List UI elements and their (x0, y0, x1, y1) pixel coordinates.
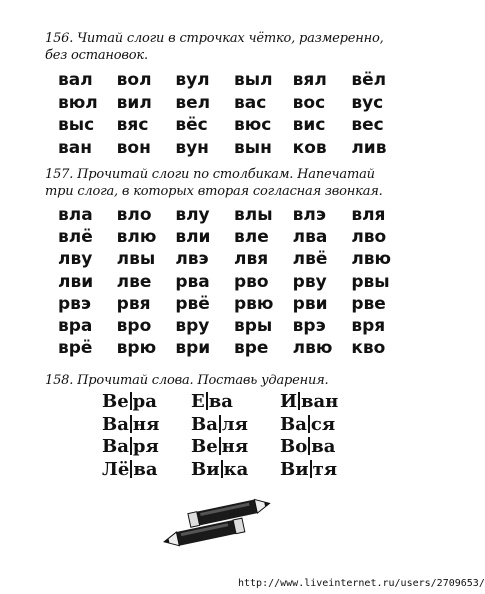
syllable: врэ (292, 315, 326, 336)
syllable: вын (234, 137, 272, 158)
syllable: вус (351, 92, 384, 113)
syllable-part: ня (221, 436, 249, 457)
syllable: лвю (292, 338, 333, 359)
syllable-part: Е (191, 391, 205, 412)
syllable: рва (175, 271, 210, 292)
syllable-part: И (280, 391, 298, 412)
syllable-divider (308, 437, 310, 455)
syllable: влю (116, 227, 157, 248)
divided-word (280, 414, 390, 437)
syllable-part: ва (208, 391, 233, 412)
syllable: вёс (175, 115, 208, 135)
syllable-part: ня (132, 413, 160, 435)
task-156-syllables (58, 69, 410, 159)
syllable: лвы (116, 249, 156, 270)
syllable: лвё (292, 249, 328, 270)
task-158-words (102, 391, 402, 481)
syllable: ван (58, 137, 92, 158)
syllable: ков (292, 137, 327, 158)
divided-word (102, 414, 191, 437)
task-157-syllables (58, 204, 410, 359)
syllable: рве (351, 293, 386, 314)
divided-word (191, 391, 280, 414)
syllable-divider (219, 415, 221, 433)
syllable: вун (175, 137, 209, 158)
syllable: врё (58, 338, 93, 359)
syllable-part: тя (312, 458, 338, 480)
divided-word (102, 459, 191, 482)
syllable: лвю (351, 249, 392, 270)
syllable-part: Ви (191, 458, 220, 480)
syllable: лва (292, 227, 328, 248)
syllable: влэ (292, 205, 326, 225)
syllable: вял (292, 70, 327, 90)
syllable-part: ся (310, 413, 336, 435)
divided-word (280, 436, 390, 459)
syllable-part: Ва (102, 436, 129, 457)
syllable: лву (58, 249, 93, 270)
syllable-divider (308, 415, 310, 433)
syllable: кво (351, 338, 386, 359)
syllable-divider (219, 437, 221, 455)
syllable: влы (234, 205, 273, 225)
syllable-divider (310, 460, 312, 478)
syllable: рвы (351, 271, 390, 292)
syllable: вас (234, 92, 267, 113)
pencils-illustration (155, 496, 275, 546)
divided-word (102, 391, 191, 414)
syllable: вос (292, 92, 326, 113)
syllable-part: ря (132, 436, 159, 457)
syllable-part: ва (311, 436, 336, 457)
syllable: лив (351, 137, 387, 158)
syllable: вле (234, 227, 269, 248)
source-url[interactable]: http://www.liveinternet.ru/users/2709653/ (238, 578, 485, 589)
syllable: рвя (116, 293, 151, 314)
syllable: рвё (175, 293, 210, 314)
syllable-part: Ве (191, 436, 218, 457)
syllable: вры (234, 315, 273, 336)
syllable-part: ра (132, 391, 157, 412)
syllable: лвя (234, 249, 269, 270)
syllable: вол (116, 70, 152, 90)
syllable: вёл (351, 70, 387, 90)
syllable: лве (116, 271, 152, 292)
syllable: вли (175, 227, 211, 248)
syllable: вра (58, 315, 93, 336)
syllable: вря (351, 315, 386, 336)
syllable: вон (116, 137, 151, 158)
divided-word (191, 459, 280, 482)
syllable-part: Ве (102, 391, 129, 412)
syllable: врю (116, 338, 157, 359)
syllable-part: Ви (280, 458, 309, 480)
syllable-part: Ва (191, 413, 218, 435)
syllable: вил (116, 92, 152, 113)
divided-word (102, 436, 191, 459)
syllable-part: ля (221, 413, 248, 435)
syllable-divider (221, 460, 223, 478)
syllable: вля (351, 205, 386, 225)
task-158-title: 158. Прочитай слова. Поставь ударения. (45, 373, 329, 388)
syllable: влё (58, 227, 93, 248)
syllable: рву (292, 271, 327, 292)
syllable: вал (58, 70, 93, 90)
syllable: вюл (58, 92, 98, 113)
syllable-part: ка (223, 458, 249, 480)
syllable: выс (58, 115, 95, 135)
divided-word (191, 436, 280, 459)
syllable-part: Лё (102, 458, 130, 480)
syllable: рвю (234, 293, 274, 314)
syllable-part: ва (133, 458, 158, 480)
syllable-divider (206, 392, 208, 410)
syllable: вюс (234, 115, 272, 135)
syllable-part: Во (280, 436, 308, 457)
syllable: рви (292, 293, 328, 314)
syllable: вло (116, 205, 152, 225)
syllable: вес (351, 115, 384, 135)
syllable: вре (234, 338, 269, 359)
divided-word (280, 459, 390, 482)
task-156-title: 156. Читай слоги в строчках чётко, размеренно, без остановок. (45, 31, 384, 63)
syllable: вел (175, 92, 211, 113)
syllable: вул (175, 70, 210, 90)
divided-word (280, 391, 390, 414)
syllable: лви (58, 271, 94, 292)
syllable: вла (58, 205, 93, 225)
syllable-divider (298, 392, 300, 410)
syllable-divider (130, 437, 132, 455)
syllable: рво (234, 271, 269, 292)
syllable: влу (175, 205, 210, 225)
syllable: вис (292, 115, 326, 135)
syllable: рвэ (58, 293, 92, 314)
syllable: лво (351, 227, 387, 248)
syllable: ври (175, 338, 211, 359)
syllable: лвэ (175, 249, 209, 270)
task-157-title: 157. Прочитай слоги по столбикам. Напечатай три слога, в которых вторая согласная звонкая. (45, 167, 383, 199)
syllable-part: Ва (102, 413, 129, 435)
syllable-divider (130, 415, 132, 433)
divided-word (191, 414, 280, 437)
syllable: вяс (116, 115, 149, 135)
syllable-divider (130, 392, 132, 410)
syllable-part: Ва (280, 413, 307, 435)
syllable: вру (175, 315, 210, 336)
syllable: выл (234, 70, 273, 90)
syllable-part: ван (301, 391, 339, 412)
syllable: вро (116, 315, 152, 336)
